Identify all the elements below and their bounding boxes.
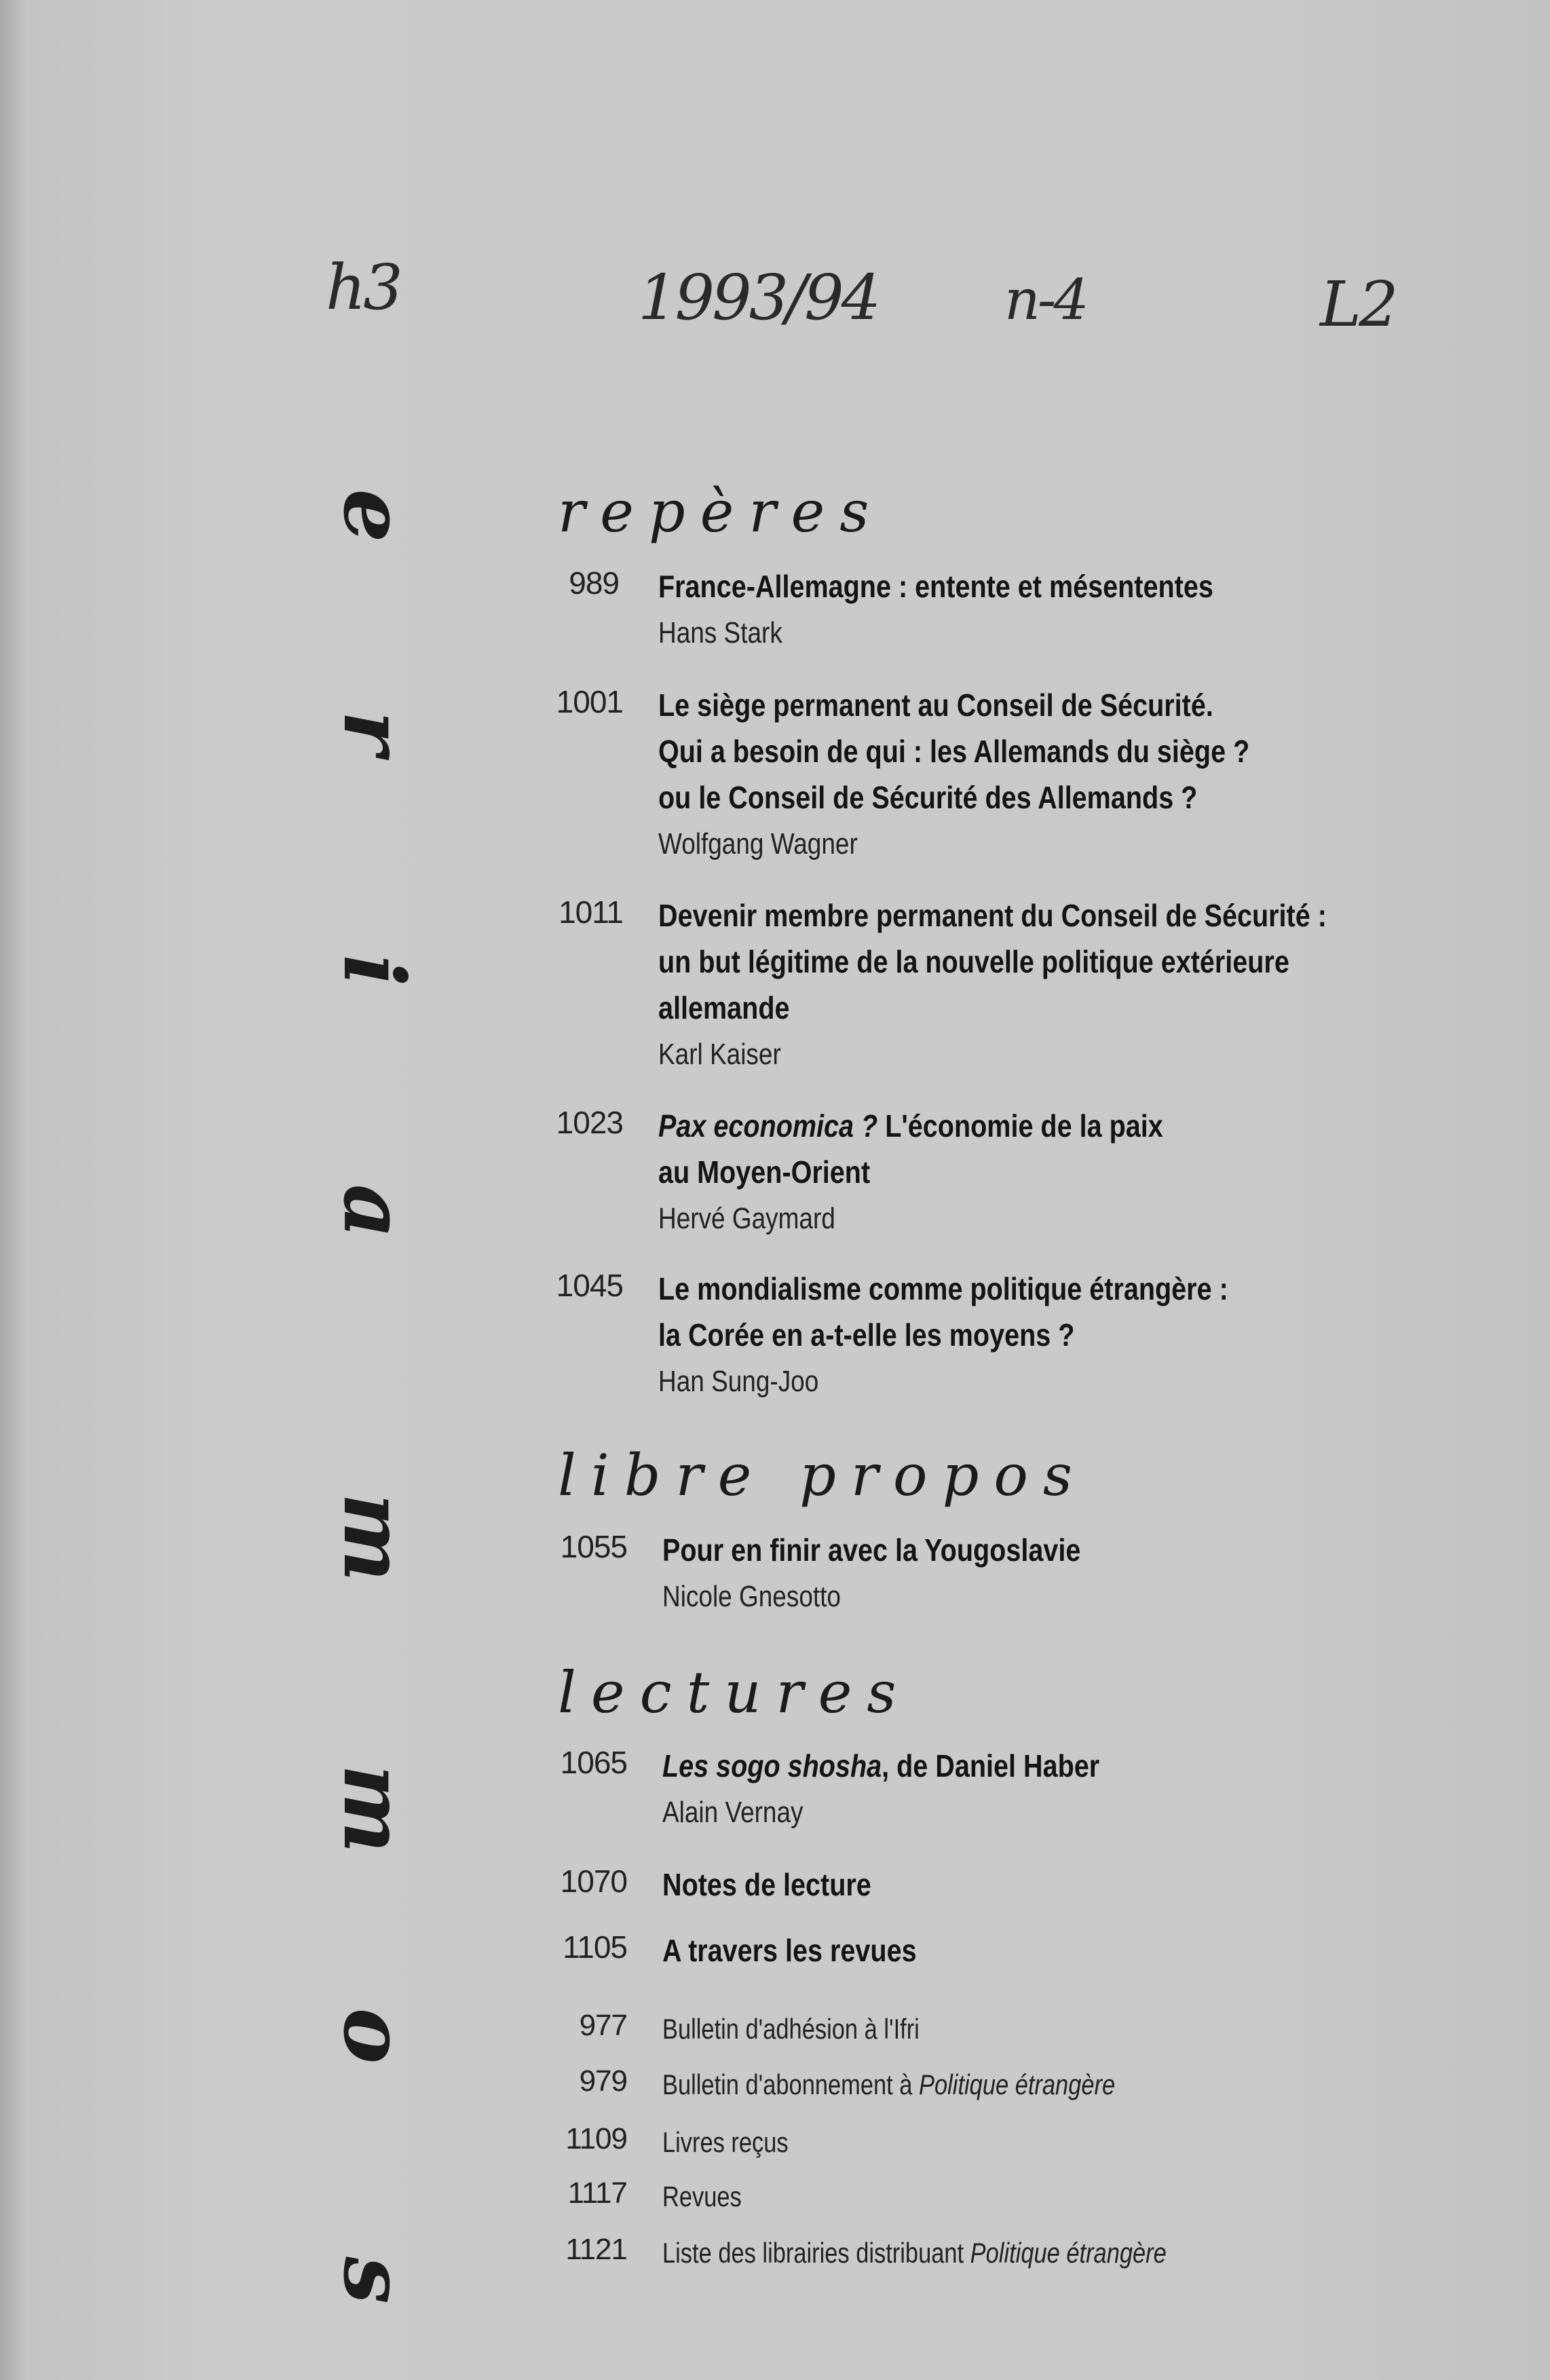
- entry-title: Devenir membre permanent du Conseil de Sécurité :: [658, 898, 1327, 933]
- appendix-text: Bulletin d'adhésion à l'Ifri: [662, 2013, 920, 2045]
- entry-title: , de Daniel Haber: [882, 1748, 1100, 1783]
- section-heading-reperes: repères: [558, 478, 884, 545]
- appendix-text: Bulletin d'abonnement à: [662, 2069, 920, 2100]
- entry-title: France-Allemagne : entente et mésententes: [658, 569, 1213, 604]
- entry-title: Qui a besoin de qui : les Allemands du siège ?: [658, 734, 1250, 769]
- annotation-left: h3: [326, 251, 400, 324]
- vertical-letter: a: [324, 1184, 423, 1239]
- entry-title: la Corée en a-t-elle les moyens ?: [658, 1317, 1075, 1353]
- entry-author: Alain Vernay: [662, 1796, 804, 1829]
- entry-author: Wolfgang Wagner: [658, 827, 858, 861]
- appendix-italic: Politique étrangère: [919, 2069, 1116, 2100]
- page-number: 1011: [559, 894, 623, 930]
- entry-title: Le mondialisme comme politique étrangère :: [658, 1271, 1228, 1306]
- vertical-letter: r: [324, 711, 423, 755]
- entry-author: Han Sung-Joo: [658, 1365, 819, 1398]
- entry-author: Hervé Gaymard: [658, 1202, 835, 1235]
- vertical-letter: o: [324, 2007, 423, 2064]
- entry-title: ou le Conseil de Sécurité des Allemands ?: [658, 780, 1198, 815]
- vertical-letter: i: [324, 954, 423, 987]
- vertical-letter: e: [324, 489, 423, 543]
- entry-title: L'économie de la paix: [877, 1108, 1163, 1144]
- page-number: 1065: [560, 1745, 627, 1780]
- annotation-issue: n-4: [1004, 268, 1086, 333]
- entry-title: allemande: [658, 990, 790, 1025]
- page-number: 989: [569, 565, 619, 601]
- page-number: 1070: [560, 1864, 627, 1899]
- section-heading-libre-propos: libre propos: [558, 1442, 1088, 1509]
- appendix-text: Liste des librairies distribuant: [662, 2237, 970, 2269]
- page-number: 977: [579, 2009, 627, 2042]
- appendix-text: Revues: [662, 2180, 742, 2212]
- entry-title: A travers les revues: [662, 1933, 917, 1968]
- vertical-title: [299, 461, 434, 2304]
- vertical-letter: m: [324, 1493, 423, 1583]
- entry-title: au Moyen-Orient: [658, 1154, 871, 1190]
- annotation-year: 1993/94: [638, 261, 879, 334]
- page-number: 1109: [565, 2122, 627, 2155]
- entry-author: Nicole Gnesotto: [662, 1580, 841, 1613]
- annotation-right: L2: [1320, 268, 1396, 341]
- page-number: 1055: [560, 1529, 627, 1564]
- page-number: 1045: [556, 1268, 623, 1303]
- page-number: 1117: [567, 2176, 627, 2210]
- appendix-italic: Politique étrangère: [970, 2237, 1167, 2269]
- appendix-text: Livres reçus: [662, 2126, 789, 2158]
- vertical-letter: s: [324, 2256, 423, 2304]
- entry-title-italic: Pax economica ?: [658, 1108, 878, 1144]
- section-heading-lectures: lectures: [558, 1659, 911, 1726]
- page-number: 1121: [565, 2233, 627, 2266]
- entry-author: Karl Kaiser: [658, 1038, 781, 1071]
- entry-title: Notes de lecture: [662, 1867, 871, 1902]
- page-number: 1105: [563, 1929, 627, 1965]
- entry-author: Hans Stark: [658, 616, 782, 649]
- entry-title-italic: Les sogo shosha: [662, 1748, 882, 1783]
- page-number: 1023: [556, 1105, 623, 1140]
- page-number: 1001: [556, 684, 623, 719]
- vertical-letter: m: [324, 1764, 423, 1854]
- entry-title: Le siège permanent au Conseil de Sécurité.: [658, 687, 1213, 723]
- page-number: 979: [579, 2064, 627, 2098]
- entry-title: un but légitime de la nouvelle politique extérieure: [658, 944, 1289, 979]
- entry-title: Pour en finir avec la Yougoslavie: [662, 1532, 1081, 1568]
